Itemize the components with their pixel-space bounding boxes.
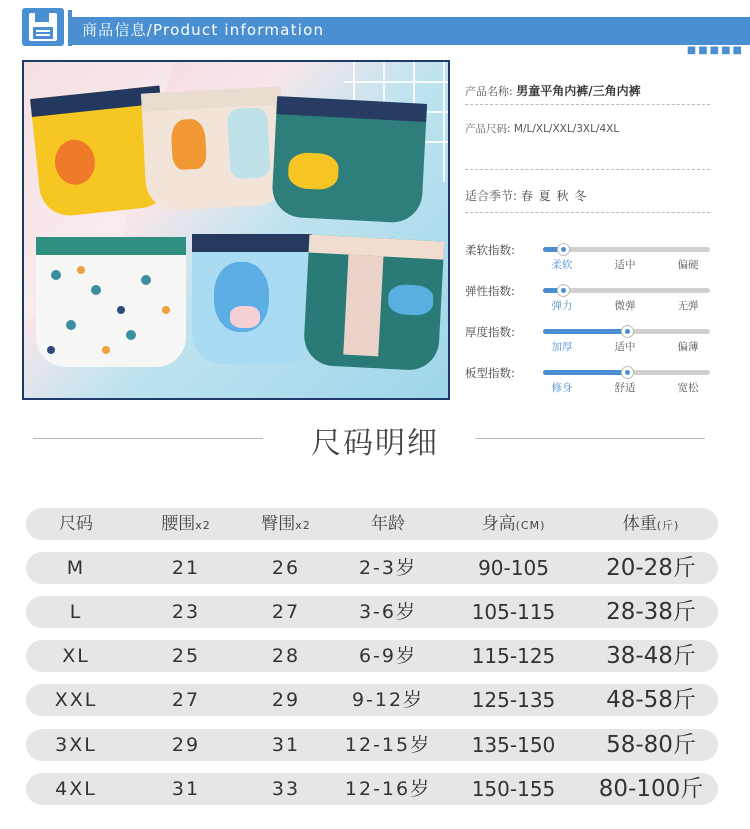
table-cell: 38-48斤 [606, 643, 696, 669]
table-cell: 9-12岁 [351, 689, 425, 711]
product-photo [22, 60, 450, 400]
divider [465, 169, 710, 170]
brief-darkteal [303, 235, 445, 372]
index-option: 舒适 [614, 382, 636, 394]
product-name-row [465, 82, 641, 99]
divider [465, 104, 710, 105]
table-cell: 33 [271, 778, 301, 800]
header-age: 年龄 [371, 514, 405, 534]
header-waist: 腰围x2 [161, 514, 211, 534]
table-cell: 28 [271, 645, 301, 667]
product-name-label: 产品名称: [465, 85, 513, 98]
product-size-label: 产品尺码: [465, 123, 511, 135]
brief-beige [141, 86, 287, 211]
table-cell: 31 [271, 734, 301, 756]
table-cell: 2-3岁 [358, 557, 418, 579]
table-cell: 27 [171, 689, 201, 711]
slider-knob [621, 325, 634, 338]
slider-knob [621, 366, 634, 379]
table-cell: 105-115 [471, 600, 556, 624]
table-cell: 115-125 [471, 644, 556, 668]
table-row [26, 729, 718, 761]
table-cell: 23 [171, 601, 201, 623]
table-cell: 150-155 [471, 777, 556, 801]
table-row [26, 773, 718, 805]
divider [465, 212, 710, 213]
table-cell: 3-6岁 [358, 601, 418, 623]
floppy-disk-icon [22, 8, 64, 46]
index-label: 弹性指数: [465, 284, 515, 298]
index-option: 偏硬 [677, 259, 699, 271]
header-size: 尺码 [59, 514, 93, 534]
size-chart-title: 尺码明细 [311, 426, 439, 461]
table-cell: 125-135 [471, 688, 556, 712]
index-label: 厚度指数: [465, 325, 515, 339]
index-option: 微弹 [614, 300, 636, 312]
table-cell: 6-9岁 [358, 645, 418, 667]
index-option: 加厚 [551, 341, 573, 353]
table-cell: 80-100斤 [598, 776, 704, 802]
slider-knob [557, 243, 570, 256]
table-cell: 3XL [55, 734, 97, 756]
table-cell: 12-16岁 [344, 778, 432, 800]
table-cell: 31 [171, 778, 201, 800]
product-size-row [465, 121, 619, 136]
index-option: 宽松 [677, 382, 699, 394]
product-season-row [465, 187, 587, 204]
table-row [26, 640, 718, 672]
table-cell: M [66, 557, 86, 579]
table-cell: XL [62, 645, 90, 667]
index-option: 修身 [551, 382, 573, 394]
table-cell: 135-150 [471, 733, 556, 757]
index-option: 柔软 [551, 259, 573, 271]
product-size-value: M/L/XL/XXL/3XL/4XL [513, 123, 620, 135]
product-name-value: 男童平角内裤/三角内裤 [516, 84, 641, 98]
index-slider [543, 329, 710, 334]
table-cell: 48-58斤 [606, 687, 696, 713]
header-weight: 体重(斤) [622, 514, 680, 534]
brief-print [36, 237, 186, 367]
index-slider [543, 370, 710, 375]
slider-knob [557, 284, 570, 297]
brief-lightblue [192, 234, 312, 364]
table-header [26, 508, 718, 540]
section-title: 商品信息/Product information [82, 21, 325, 39]
index-option: 弹力 [551, 300, 573, 312]
table-row [26, 552, 718, 584]
table-row [26, 596, 718, 628]
index-slider [543, 247, 710, 252]
table-cell: L [69, 601, 83, 623]
header-hip: 臀围x2 [261, 514, 311, 534]
index-option: 无弹 [677, 300, 699, 312]
index-slider [543, 288, 710, 293]
index-option: 适中 [614, 259, 636, 271]
header-height: 身高(CM) [481, 514, 546, 534]
table-cell: 12-15岁 [344, 734, 432, 756]
table-row [26, 684, 718, 716]
product-season-label: 适合季节: [465, 189, 518, 203]
slider-fill [543, 329, 627, 334]
brief-teal [271, 96, 427, 224]
table-cell: 58-80斤 [606, 732, 696, 758]
table-cell: 90-105 [478, 556, 549, 580]
slider-fill [543, 370, 627, 375]
table-cell: 26 [271, 557, 301, 579]
header-dots: ■■■■■ [686, 45, 744, 56]
table-cell: 29 [271, 689, 301, 711]
table-cell: XXL [54, 689, 98, 711]
table-cell: 21 [171, 557, 201, 579]
table-cell: 4XL [55, 778, 97, 800]
table-cell: 28-38斤 [606, 599, 696, 625]
table-cell: 27 [271, 601, 301, 623]
index-option: 偏薄 [677, 341, 699, 353]
product-season-value: 春 夏 秋 冬 [520, 189, 588, 203]
index-option: 适中 [614, 341, 636, 353]
table-cell: 25 [171, 645, 201, 667]
table-cell: 29 [171, 734, 201, 756]
index-label: 板型指数: [465, 366, 515, 380]
table-cell: 20-28斤 [606, 555, 696, 581]
index-label: 柔软指数: [465, 243, 515, 257]
title-line-right [475, 438, 705, 439]
